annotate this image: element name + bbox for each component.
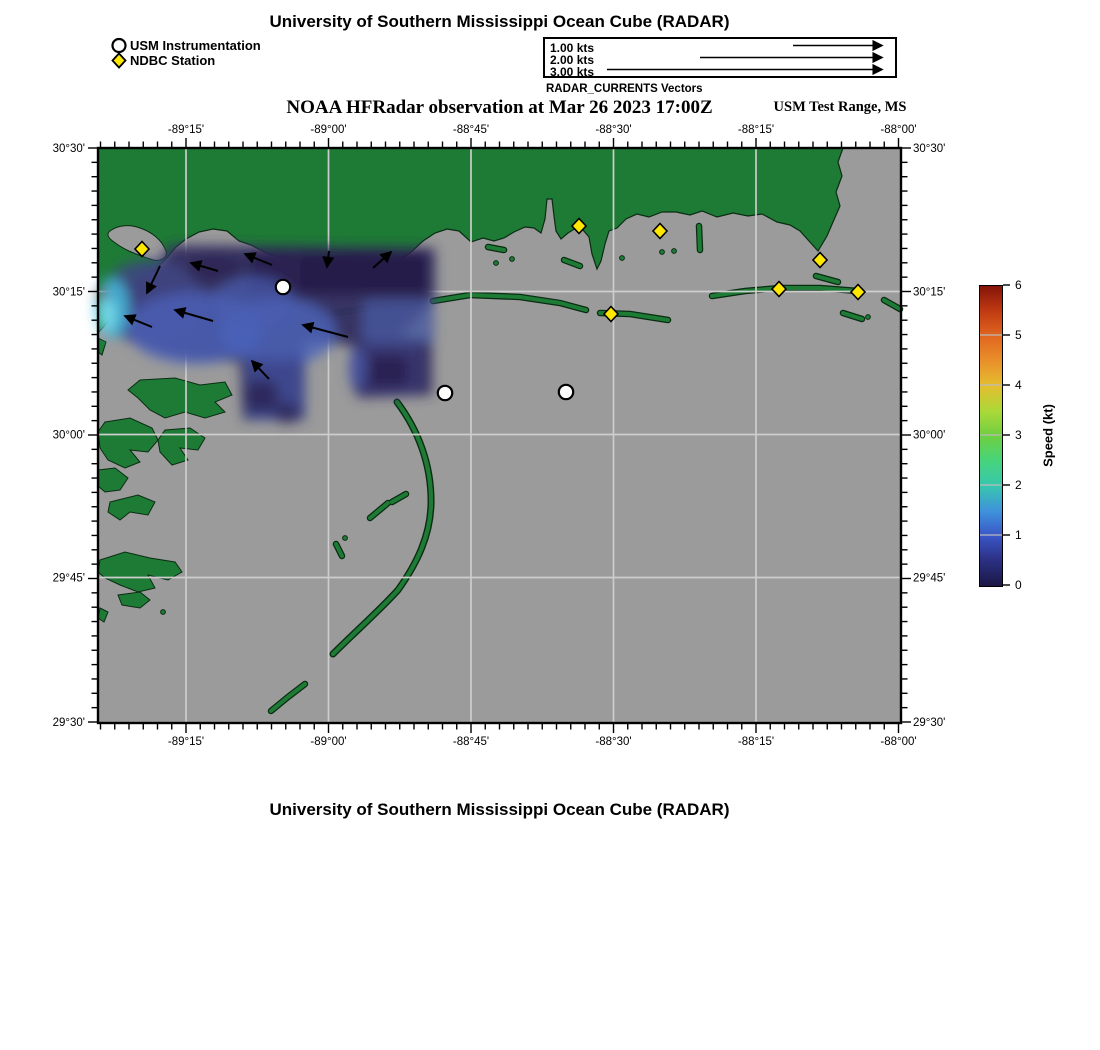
islet-dot <box>620 256 625 261</box>
footer-title: University of Southern Mississippi Ocean Cube (RADAR) <box>269 800 730 819</box>
colorbar-tick-label: 5 <box>1015 328 1022 342</box>
vector-box-caption: RADAR_CURRENTS Vectors <box>546 83 703 95</box>
islet-dot <box>510 257 515 262</box>
lon-label-top: -88°45' <box>452 124 490 136</box>
legend-usm-label: USM Instrumentation <box>130 38 261 53</box>
colorbar-tick-label: 0 <box>1015 578 1022 592</box>
lat-label-right: 30°30' <box>913 143 946 155</box>
ndbc-legend-icon <box>113 54 126 68</box>
speed-patch <box>362 300 434 344</box>
lon-label-bottom: -88°00' <box>880 736 917 748</box>
speed-patch <box>300 255 425 293</box>
legend-ndbc-label: NDBC Station <box>130 53 216 68</box>
lat-label-left: 29°45' <box>52 572 85 585</box>
lon-label-top: -88°00' <box>880 124 917 136</box>
vector-scale-2kt: 2.00 kts <box>550 53 595 67</box>
usm-instrument-marker <box>276 280 290 294</box>
vector-scale-3kt: 3.00 kts <box>550 65 595 79</box>
speed-patch <box>348 348 368 388</box>
colorbar-tick-label: 4 <box>1015 378 1022 392</box>
lat-label-left: 29°30' <box>52 717 85 729</box>
speed-patch <box>366 356 408 386</box>
lat-label-left: 30°15' <box>52 286 85 299</box>
island <box>699 226 700 250</box>
colorbar-tick-label: 2 <box>1015 478 1022 492</box>
islet-dot <box>660 250 665 255</box>
colorbar-tick-label: 3 <box>1015 428 1022 442</box>
colorbar-title: Speed (kt) <box>1040 404 1056 467</box>
lat-label-right: 29°30' <box>913 717 946 729</box>
usm-instrument-marker <box>559 385 573 399</box>
islet-dot <box>672 249 677 254</box>
page-title: University of Southern Mississippi Ocean Cube (RADAR) <box>269 12 730 31</box>
vector-scale-1kt: 1.00 kts <box>550 41 595 55</box>
lat-label-right: 30°15' <box>913 286 946 299</box>
range-label: USM Test Range, MS <box>773 99 907 115</box>
islet-dot <box>343 536 348 541</box>
colorbar-scale <box>980 278 1022 592</box>
lat-label-right: 30°00' <box>913 429 946 442</box>
usm-legend-icon <box>113 39 126 52</box>
speed-patch <box>98 299 116 331</box>
lon-label-bottom: -88°30' <box>595 736 632 748</box>
observation-subtitle: NOAA HFRadar observation at Mar 26 2023 17:00Z <box>286 97 713 118</box>
islet-dot <box>494 261 499 266</box>
speed-patch <box>245 379 279 413</box>
lon-label-bottom: -88°15' <box>737 736 775 748</box>
lon-label-top: -88°15' <box>737 124 775 136</box>
speed-patch <box>274 402 300 424</box>
islet-dot <box>866 315 871 320</box>
lon-label-bottom: -89°00' <box>310 736 347 748</box>
lon-label-top: -89°15' <box>167 124 205 136</box>
lon-label-bottom: -88°45' <box>452 736 490 748</box>
lon-label-top: -88°30' <box>595 124 632 136</box>
lat-label-left: 30°00' <box>52 429 85 442</box>
colorbar-tick-label: 1 <box>1015 528 1022 542</box>
islet-dot <box>161 610 166 615</box>
lat-label-left: 30°30' <box>52 143 85 155</box>
lon-label-top: -89°00' <box>310 124 347 136</box>
colorbar-tick-label: 6 <box>1015 278 1022 292</box>
speed-patch <box>187 254 243 282</box>
lat-label-right: 29°45' <box>913 572 946 585</box>
lon-label-bottom: -89°15' <box>167 736 205 748</box>
usm-instrument-marker <box>438 386 452 400</box>
